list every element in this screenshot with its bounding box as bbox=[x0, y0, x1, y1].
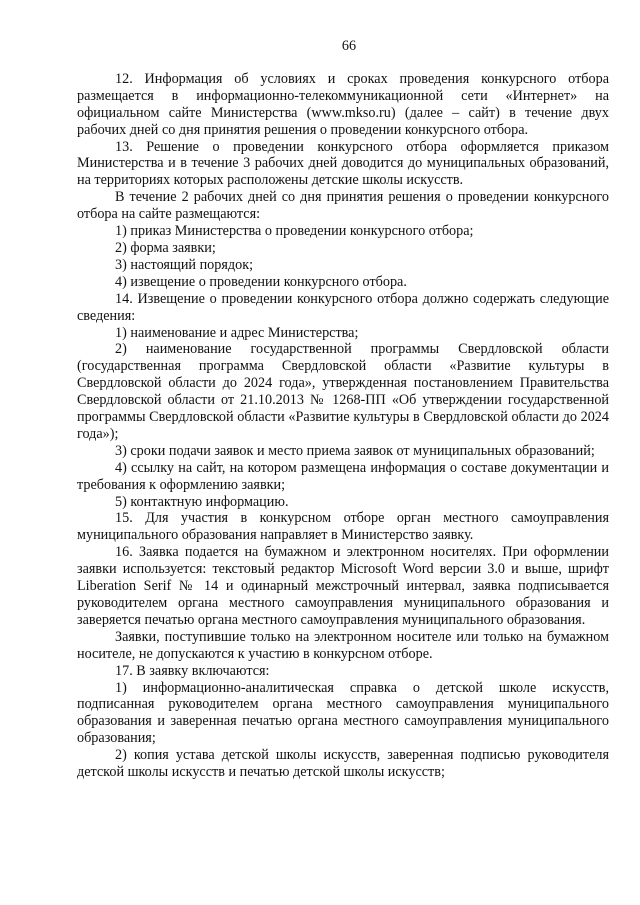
paragraph: 13. Решение о проведении конкурсного отбора оформляется приказом Министерства и в течение 3 рабочих дней доводится до муниципальных образований, на территориях которых расположены детские школы искусств. bbox=[77, 138, 609, 189]
paragraph: 4) ссылку на сайт, на котором размещена информация о составе документации и требования к оформлению заявки; bbox=[77, 459, 609, 493]
paragraph: 5) контактную информацию. bbox=[115, 493, 289, 510]
paragraph: В течение 2 рабочих дней со дня принятия решения о проведении конкурсного отбора на сайте размещаются: bbox=[77, 189, 609, 223]
document-body bbox=[77, 71, 609, 781]
paragraph: 1) информационно-аналитическая справка о детской школе искусств, подписанная руководителем органа местного самоуправления муниципального образования и заверенная печатью органа местного самоуправления муниципального образования; bbox=[77, 679, 609, 747]
paragraph: 15. Для участия в конкурсном отборе орган местного самоуправления муниципального образования направляет в Министерство заявку. bbox=[77, 510, 609, 544]
paragraph: 2) копия устава детской школы искусств, заверенная подписью руководителя детской школы искусств и печатью детской школы искусств; bbox=[77, 747, 609, 781]
page-number: 66 bbox=[341, 38, 357, 54]
paragraph: Заявки, поступившие только на электронном носителе или только на бумажном носителе, не допускаются к участию в конкурсном отборе. bbox=[77, 628, 609, 662]
paragraph: 1) наименование и адрес Министерства; bbox=[115, 324, 359, 341]
paragraph: 2) форма заявки; bbox=[115, 239, 216, 256]
paragraph: 14. Извещение о проведении конкурсного отбора должно содержать следующие сведения: bbox=[77, 290, 609, 324]
paragraph: 3) настоящий порядок; bbox=[115, 256, 254, 273]
paragraph: 2) наименование государственной программы Свердловской области (государственная программа Свердловской области «Развитие культуры в Свердловской области до 2024 года», утвержденная постановлением Правительства Свердловской области от 21.10.2013 № 1268-ПП «Об утверждении государственной программы Свердловской области «Развитие культуры в Свердловской области до 2024 года»); bbox=[77, 341, 609, 442]
paragraph: 1) приказ Министерства о проведении конкурсного отбора; bbox=[115, 223, 474, 240]
paragraph: 4) извещение о проведении конкурсного отбора. bbox=[115, 273, 407, 290]
paragraph: 3) сроки подачи заявок и место приема заявок от муниципальных образований; bbox=[115, 442, 595, 459]
paragraph: 12. Информация об условиях и сроках проведения конкурсного отбора размещается в информационно-телекоммуникационной сети «Интернет» на официальном сайте Министерства (www.mkso.ru) (далее – сайт) в течение двух рабочих дней со дня принятия решения о проведении конкурсного отбора. bbox=[77, 70, 609, 138]
paragraph: 17. В заявку включаются: bbox=[115, 662, 270, 679]
paragraph: 16. Заявка подается на бумажном и электронном носителях. При оформлении заявки используется: текстовый редактор Microsoft Word версии 3.0 и выше, шрифт Liberation Serif № 14 и одинарный межстрочный интервал, заявка подписывается руководителем органа местного самоуправления муниципального образования и заверяется печатью органа местного самоуправления муниципального образования. bbox=[77, 544, 609, 628]
